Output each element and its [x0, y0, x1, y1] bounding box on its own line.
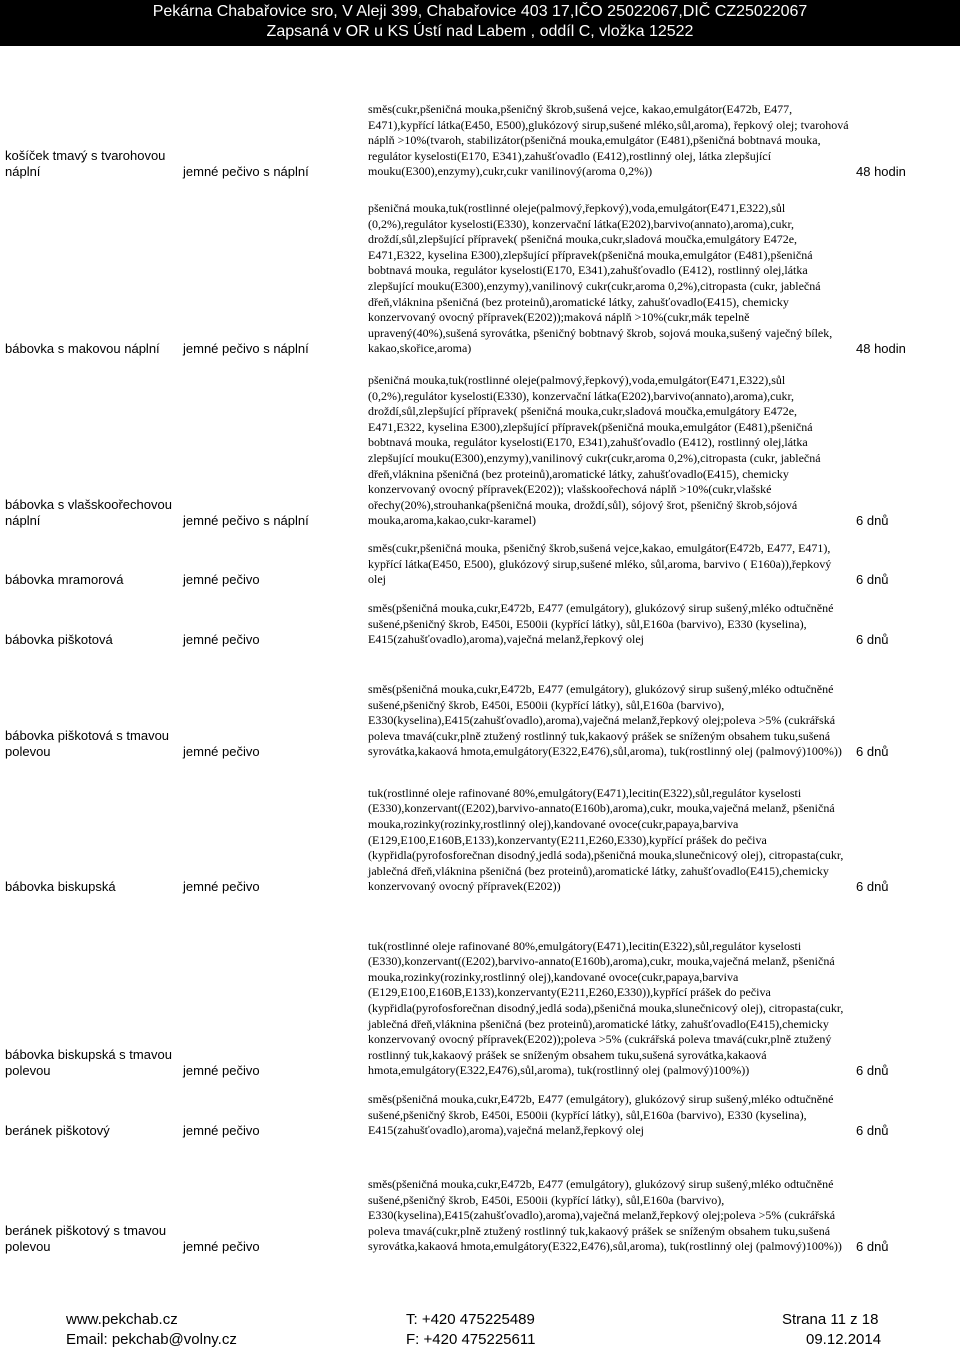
product-category: jemné pečivo — [183, 1239, 260, 1254]
shelf-life: 6 dnů — [856, 879, 889, 894]
product-ingredients: směs(pšeničná mouka,cukr,E472b, E477 (emulgátory), glukózový sirup sušený,mléko odtučněné sušené,pšeničný škrob, E450i, E500ii (kypřící látky), sůl,E160a (barvivo), E330(kyselina),E415(zahušťovadlo),aroma),vaječná melanž,řepkový olej;poleva >5% (cukrářská poleva tmavá(cukr,plně ztužený rostlinný tuk,kakaový prášek se sníženým obsahem tuku,sušená syrovátka,kakaová hmota,emulgátory(E322,E476),sůl,aroma), tuk(rostlinný olej (palmový)100%)) — [368, 1177, 842, 1254]
table-row — [2, 648, 916, 760]
shelf-life: 6 dnů — [856, 513, 889, 528]
product-ingredients: tuk(rostlinné oleje rafinované 80%,emulgátory(E471),lecitin(E322),sůl,regulátor kyselosti (E330),konzervant((E202),barvivo-annato(E160b),aroma),cukr, mouka,vaječná melanž, pšeničná mouka,rozinky(rozinky,rostlinný olej),kandované ovoce(cukr,papaya,barviva (E129,E100,E160B,E133),konzervanty(E211,E260,E330),kypřící prášek do pečiva (kypřidla(pyrofosforečnan disodný,jedlá soda),pšeničná mouka,slunečnicový olej), citropasta(cukr, jablečná dřeň,vláknina pšeničná (bez proteinů),aromatické látky, zahušťovadlo(E415),chemicky konzervovaný ovocný přípravek(E202)) — [368, 785, 844, 894]
shelf-life: 48 hodin — [856, 164, 906, 179]
product-ingredients: směs(cukr,pšeničná mouka,pšeničný škrob,sušená vejce, kakao,emulgátor(E472b, E477, E471),kypřící látka(E450, E500),glukózový sirup,sušené mléko,sůl,aroma), řepkový olej; tvarohová náplň >10%(tvaroh, stabilizátor(pšeničná mouka,emulgátor (E481),pšeničná bobtnavá mouka, regulátor kyselosti(E170, E341),zahušťovadlo (E412),rostlinný olej, látka zlepšující mouku(E300),enzymy),cukr,cukr vanilinový(aroma 0,2%)) — [368, 102, 849, 179]
shelf-life: 6 dnů — [856, 1239, 889, 1254]
product-ingredients: směs(cukr,pšeničná mouka, pšeničný škrob,sušená vejce,kakao, emulgátor(E472b, E477, E471), kypřící látka(E450, E500), glukózový sirup,sušené mléko, sůl,aroma, barvivo ( E160a)),řepkový olej — [368, 541, 832, 587]
product-category: jemné pečivo s náplní — [183, 164, 309, 179]
product-name: bábovka piškotová s tmavou polevou — [5, 728, 170, 759]
table-row — [2, 1079, 916, 1139]
product-ingredients: směs(pšeničná mouka,cukr,E472b, E477 (emulgátory), glukózový sirup sušený,mléko odtučněné sušené,pšeničný škrob, E450i, E500ii (kypřící látky), sůl,E160a (barvivo), E330(kyselina),E415(zahušťovadlo),aroma),vaječná melanž,řepkový olej;poleva >5% (cukrářská poleva tmavá(cukr,plně ztužený rostlinný tuk,kakaový prášek se sníženým obsahem tuku,sušená syrovátka,kakaová hmota,emulgátory(E322,E476),sůl,aroma), tuk(rostlinný olej (palmový)100%)) — [368, 682, 842, 759]
table-row — [2, 588, 916, 648]
product-ingredients: pšeničná mouka,tuk(rostlinné oleje(palmový,řepkový),voda,emulgátor(E471,E322),sůl (0,2%),regulátor kyselosti(E330), konzervační látka(E202),barvivo(annato),aroma),cukr, droždí,sůl,zlepšující přípravek( pšeničná mouka,cukr,sladová moučka,emulgátory E472e, E471,E322, kyselina E300),zlepšující přípravek(pšeničná mouka,emulgátor (E481),pšeničná bobtnavá mouka, regulátor kyselosti(E170, E341),zahušťovadlo (E412), rostlinný olej,látka zlepšující mouku(E300),enzymy),vanilinový cukr(cukr,aroma 0,2%),citropasta (cukr, jablečná dřeň,vláknina pšeničná (bez proteinů),aromatické látky, zahušťovadlo(E415), chemicky konzervovaný ovocný přípravek(E202)); vlašskoořechová náplň >10%(cukr,vlašské ořechy(20%),strouhanka(pšeničná mouka, droždí,sůl), sójový šrot, pšeničný škrob,sójová mouka,aroma,kakao,cukr-karamel) — [368, 373, 821, 528]
product-category: jemné pečivo — [183, 572, 260, 587]
product-category: jemné pečivo — [183, 1123, 260, 1138]
table-row — [2, 529, 916, 588]
footer-page-number: Strana 11 z 18 — [782, 1311, 879, 1328]
product-ingredients: pšeničná mouka,tuk(rostlinné oleje(palmový,řepkový),voda,emulgátor(E471,E322),sůl (0,2%),regulátor kyselosti(E330), konzervační látka(E202),barvivo(annato),aroma),cukr, droždí,sůl,zlepšující přípravek( pšeničná mouka,cukr,sladová moučka,emulgátory E472e, E471,E322, kyselina E300),zlepšující přípravek(pšeničná mouka,emulgátor (E481),pšeničná bobtnavá mouka, regulátor kyselosti(E170, E341),zahušťovadlo (E412), rostlinný olej,látka zlepšující mouku(E300),enzymy),vanilinový cukr(cukr,aroma 0,2%),citropasta (cukr, jablečná dřeň,vláknina pšeničná (bez proteinů),aromatické látky, zahušťovadlo(E415), chemicky konzervovaný ovocný přípravek(E202));maková náplň >10%(cukr,mák tepelně upravený(40%),sušená syrovátka, pšeničný bobtnavý škrob, sojová mouka,sušený vaječný bílek, kakao,skořice,aroma) — [368, 201, 833, 356]
product-category: jemné pečivo — [183, 1063, 260, 1078]
shelf-life: 6 dnů — [856, 744, 889, 759]
product-category: jemné pečivo — [183, 744, 260, 759]
footer-phone: T: +420 475225489 — [406, 1311, 535, 1328]
product-name: beránek piškotový s tmavou polevou — [5, 1223, 167, 1254]
product-category: jemné pečivo — [183, 632, 260, 647]
product-name: beránek piškotový — [5, 1123, 110, 1138]
shelf-life: 6 dnů — [856, 1123, 889, 1138]
shelf-life: 6 dnů — [856, 1063, 889, 1078]
table-row — [2, 70, 916, 180]
company-header-line-1: Pekárna Chabařovice sro, V Aleji 399, Chabařovice 403 17,IČO 25022067,DIČ CZ25022067 — [152, 3, 808, 20]
product-name: bábovka piškotová — [5, 632, 113, 647]
product-name: bábovka biskupská — [5, 879, 116, 894]
shelf-life: 48 hodin — [856, 341, 906, 356]
product-ingredients: tuk(rostlinné oleje rafinované 80%,emulgátory(E471),lecitin(E322),sůl,regulátor kyselosti (E330),konzervant((E202),barvivo-annato(E160b),aroma),cukr, mouka,vaječná melanž, pšeničná mouka,rozinky(rozinky,rostlinný olej),kandované ovoce(cukr,papaya,barviva (E129,E100,E160B,E133),konzervanty(E211,E260,E330)),kypřící prášek do pečiva (kypřidla(pyrofosforečnan disodný,jedlá soda),pšeničná mouka,slunečnicový olej), citropasta(cukr, jablečná dřeň,vláknina pšeničná (bez proteinů),aromatické látky, zahušťovadlo(E415),chemicky konzervovaný ovocný přípravek(E202));poleva >5% (cukrářská poleva tmavá(cukr,plně ztužený rostlinný tuk,kakaový prášek se sníženým obsahem tuku,sušená syrovátka,kakaová hmota,emulgátory(E322,E476),sůl,aroma), tuk(rostlinný olej (palmový)100%)) — [368, 938, 844, 1078]
product-category: jemné pečivo s náplní — [183, 341, 309, 356]
shelf-life: 6 dnů — [856, 572, 889, 587]
product-category: jemné pečivo — [183, 879, 260, 894]
footer-phones — [406, 1310, 535, 1350]
product-name: bábovka s makovou náplní — [5, 341, 160, 356]
product-ingredients: směs(pšeničná mouka,cukr,E472b, E477 (emulgátory), glukózový sirup sušený,mléko odtučněné sušené,pšeničný škrob, E450i, E500ii (kypřící látky), sůl,E160a (barvivo), E330 (kyselina), E415(zahušťovadlo),aroma),vaječná melanž,řepkový olej — [368, 1092, 834, 1138]
footer-page-info — [782, 1310, 881, 1350]
table-row — [2, 180, 916, 357]
product-category: jemné pečivo s náplní — [183, 513, 309, 528]
company-header-line-2: Zapsaná v OR u KS Ústí nad Labem , oddíl C, vložka 12522 — [266, 23, 694, 40]
product-name: bábovka biskupská s tmavou polevou — [5, 1047, 172, 1078]
footer-email: Email: pekchab@volny.cz — [66, 1331, 237, 1348]
table-row — [2, 357, 916, 529]
product-name: bábovka s vlašskoořechovou náplní — [5, 497, 172, 528]
footer-website: www.pekchab.cz — [66, 1311, 178, 1328]
company-header — [0, 0, 960, 46]
product-table — [2, 70, 916, 1255]
product-name: košíček tmavý s tvarohovou náplní — [5, 148, 166, 179]
product-name: bábovka mramorová — [5, 572, 124, 587]
footer-contacts — [66, 1310, 237, 1350]
footer-date: 09.12.2014 — [806, 1331, 882, 1348]
table-row — [2, 760, 916, 895]
footer-fax: F: +420 475225611 — [406, 1331, 536, 1348]
table-row — [2, 1139, 916, 1255]
shelf-life: 6 dnů — [856, 632, 889, 647]
product-ingredients: směs(pšeničná mouka,cukr,E472b, E477 (emulgátory), glukózový sirup sušený,mléko odtučněné sušené,pšeničný škrob, E450i, E500ii (kypřící látky), sůl,E160a (barvivo), E330 (kyselina), E415(zahušťovadlo),aroma),vaječná melanž,řepkový olej — [368, 601, 834, 647]
table-row — [2, 895, 916, 1079]
